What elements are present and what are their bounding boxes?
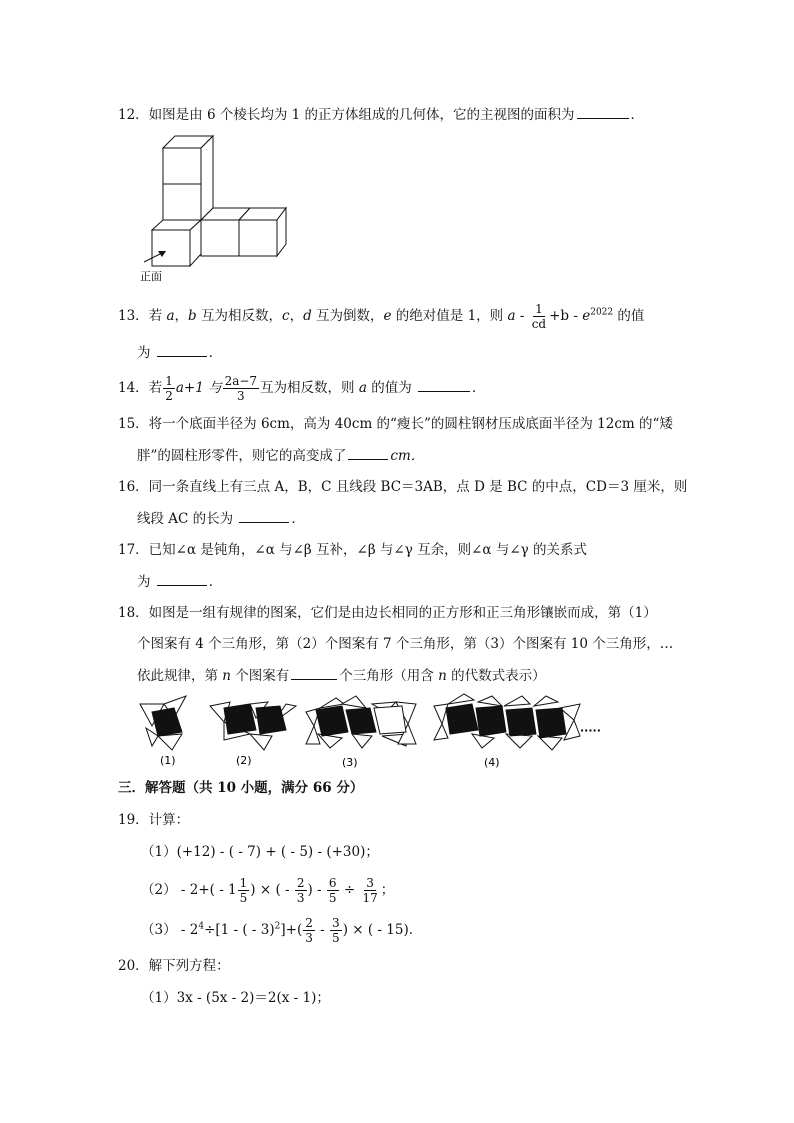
pattern-4 (434, 694, 580, 750)
question-15: 15．将一个底面半径为 6cm，高为 40cm 的“瘦长”的圆柱钢材压成底面半径为 12cm 的“矮 (118, 416, 673, 432)
question-13: 13．若 a，b 互为相反数，c，d 互为倒数，e 的绝对值是 1，则 a - $\frac{1}{cd}$ $+b - e^{2022}$ 的值 (118, 302, 645, 331)
question-13-line2: 为 ． (137, 342, 222, 363)
answer-blank-16[interactable] (239, 508, 289, 523)
question-19-part-3: $(3) - 2^4\div[1$ - ( - 3)$^2$]+( $\frac{2}{3}$ - $\frac{3}{5}$ ) × ( - 15)． (141, 916, 423, 945)
question-17-line2: 为 ． (137, 571, 222, 592)
q12-end: ． (630, 107, 645, 123)
question-15-line2: 胖”的圆柱形零件，则它的高变成了 cm． (137, 445, 424, 466)
question-18: 18．如图是一组有规律的图案，它们是由边长相同的正方形和正三角形镶嵌而成，第（1） (118, 605, 657, 621)
question-20: 20．解下列方程： (118, 958, 230, 974)
cube-face (163, 148, 201, 184)
question-19: 19．计算： (118, 812, 190, 828)
pattern-caption-2: (2) (236, 754, 252, 767)
q12-text: 12．如图是由 6 个棱长均为 1 的正方体组成的几何体，它的主视图的面积为 (118, 107, 575, 123)
cube-solid-figure (138, 134, 288, 284)
answer-blank-17[interactable] (157, 571, 207, 586)
question-14: 14．若 $\frac{1}{2}$ a+1 与 $\frac{2a-7}{3}$ 互为相反数，则 a 的值为 ． (118, 374, 486, 403)
question-19-part-2: （2） - 2+( - 1 $\frac{1}{5}$ ) × ( - $\frac{2}{3}$ ) - $\frac{6}{5}$ ÷ $\frac{3}{17}$ ； (141, 876, 395, 905)
answer-blank-13[interactable] (157, 342, 207, 357)
answer-blank-15[interactable] (348, 445, 388, 460)
continuation-dots: ····· (580, 724, 601, 737)
question-20-part-1: （1）3x - (5x - 2)＝2(x - 1)； (141, 990, 330, 1006)
pattern-1 (140, 696, 186, 750)
pattern-2 (210, 702, 296, 750)
question-12 (118, 104, 644, 125)
answer-blank-12[interactable] (577, 104, 629, 119)
question-16-line2: 线段 AC 的长为 ． (137, 508, 305, 529)
fraction: $\frac{1}{cd}$ (531, 302, 547, 331)
question-16: 16．同一条直线上有三点 A，B，C 且线段 BC＝3AB，点 D 是 BC 的中点，CD＝3 厘米，则 (118, 479, 688, 495)
question-17: 17．已知∠α 是钝角，∠α 与∠β 互补，∠β 与∠γ 互余，则∠α 与∠γ 的关系式 (118, 542, 587, 558)
front-label: 正面 (140, 270, 162, 283)
question-18-line3: 依此规律，第 n 个图案有 个三角形（用含 n 的代数式表示） (137, 665, 546, 686)
tessellation-patterns (138, 694, 608, 770)
pattern-3 (306, 696, 416, 748)
pattern-caption-3: (3) (342, 756, 358, 769)
question-19-part-1: （1）(+12) - ( - 7) + ( - 5) - (+30)； (141, 844, 379, 860)
answer-blank-14[interactable] (418, 377, 470, 392)
pattern-caption-1: (1) (160, 754, 176, 767)
pattern-caption-4: (4) (484, 756, 500, 769)
cube-face (163, 184, 201, 220)
section-3-title: 三．解答题（共 10 小题，满分 66 分） (118, 780, 364, 796)
answer-blank-18[interactable] (291, 665, 337, 680)
question-18-line2: 个图案有 4 个三角形，第（2）个图案有 7 个三角形，第（3）个图案有 10 个三角形，… (137, 636, 674, 652)
